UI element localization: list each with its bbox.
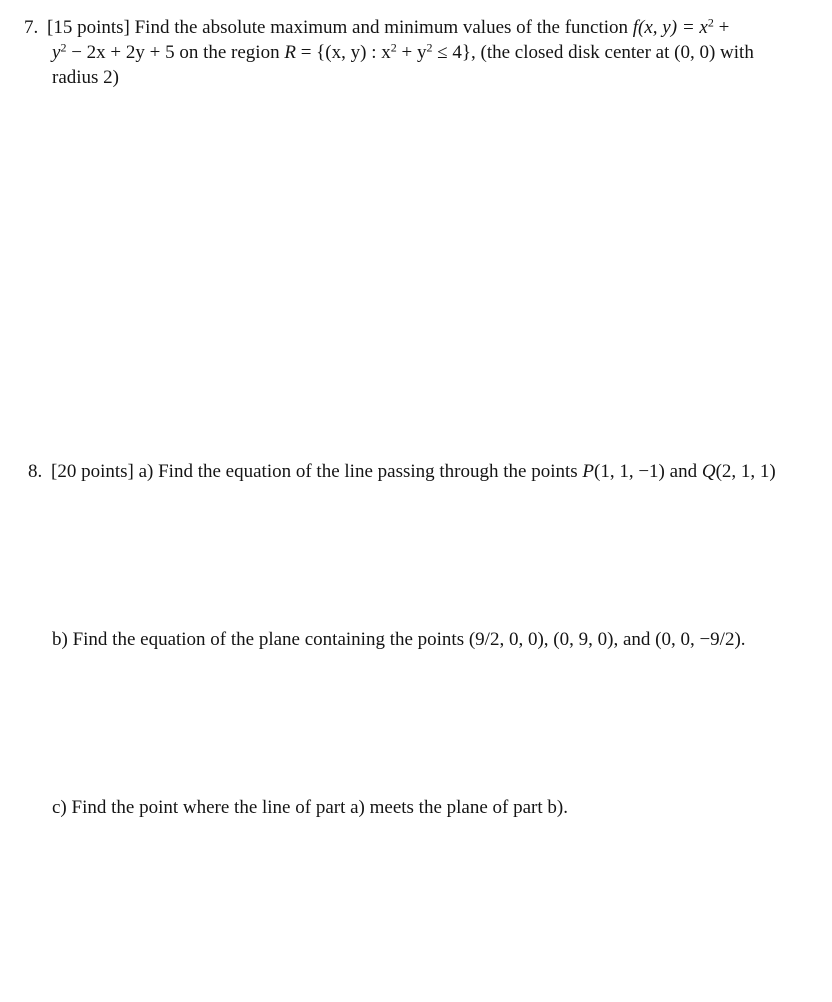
point-q-coords: (2, 1, 1) bbox=[715, 461, 776, 482]
problem-8-number: 8. bbox=[28, 461, 43, 482]
point-p-coords: (1, 1, −1) bbox=[594, 461, 665, 482]
x-exponent: 2 bbox=[707, 15, 714, 30]
function-rest: − 2x + 2y + 5 on the region bbox=[66, 42, 285, 63]
region-note: , (the closed disk center at (0, 0) with bbox=[471, 42, 754, 63]
and-text: and bbox=[664, 461, 702, 482]
function-name: f bbox=[632, 17, 639, 38]
problem-7-line-3: radius 2) bbox=[52, 67, 120, 88]
problem-7-line-2 bbox=[52, 42, 754, 64]
y-variable: y bbox=[52, 42, 61, 63]
plus-sign: + bbox=[713, 17, 730, 38]
problem-7-points: [15 points] bbox=[47, 17, 130, 38]
problem-8-points: [20 points] bbox=[51, 461, 134, 482]
point-q-name: Q bbox=[701, 461, 716, 482]
region-x-exponent: 2 bbox=[390, 40, 397, 55]
problem-7-line-1 bbox=[24, 17, 729, 39]
region-name: R bbox=[284, 42, 296, 63]
region-y-exponent: 2 bbox=[426, 40, 433, 55]
problem-8-part-a bbox=[28, 461, 776, 483]
problem-7-number: 7. bbox=[24, 17, 39, 38]
problem-7-intro: Find the absolute maximum and minimum values of the function bbox=[134, 17, 629, 38]
region-set-c: ≤ 4} bbox=[432, 42, 472, 63]
y-exponent: 2 bbox=[60, 40, 67, 55]
problem-8-part-c: c) Find the point where the line of part a) meets the plane of part b). bbox=[52, 797, 568, 818]
region-set-a: = {(x, y) : x bbox=[295, 42, 391, 63]
problem-8-part-b: b) Find the equation of the plane containing the points (9/2, 0, 0), (0, 9, 0), and (0, 0, −9/2). bbox=[52, 629, 746, 650]
part-a-text: a) Find the equation of the line passing through the points bbox=[138, 461, 583, 482]
region-set-b: + y bbox=[396, 42, 427, 63]
function-args: (x, y) = x bbox=[638, 17, 708, 38]
point-p-name: P bbox=[582, 461, 595, 482]
